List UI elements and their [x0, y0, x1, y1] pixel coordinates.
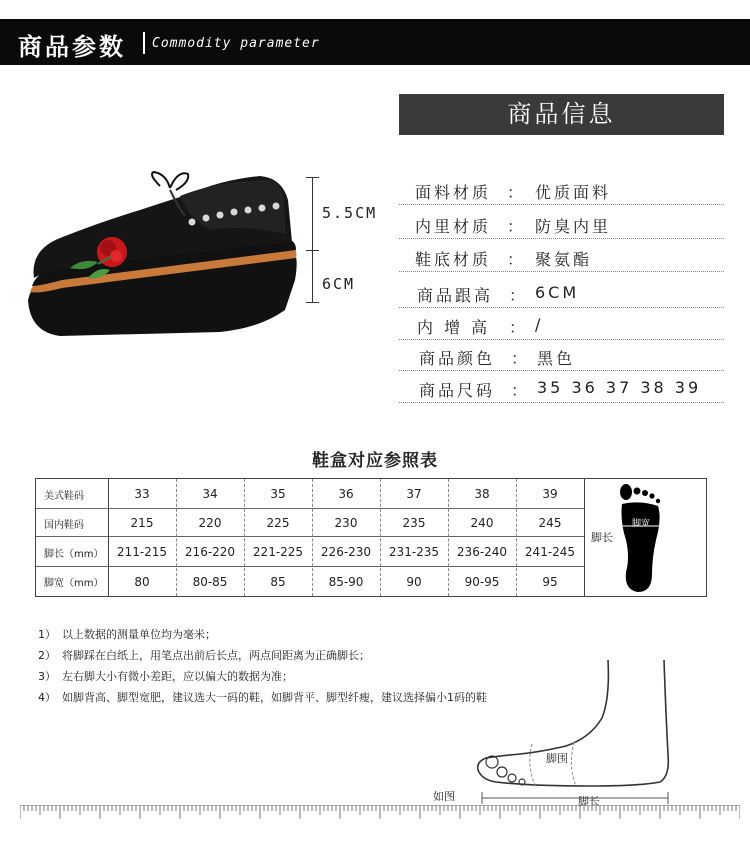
size-table-title: 鞋盒对应参照表 — [312, 451, 438, 471]
note-1: 1） 以上数据的测量单位均为毫米； — [38, 628, 216, 641]
as-shown-label: 如图 — [433, 790, 455, 803]
info-label: 面料材质 — [415, 183, 492, 202]
table-cell: 85 — [270, 574, 286, 589]
info-value: 防臭内里 — [535, 217, 612, 236]
info-label: 内里材质 — [415, 217, 492, 236]
note-3: 3） 左右脚大小有微小差距，应以偏大的数据为准； — [38, 670, 293, 683]
table-cell: 230 — [334, 516, 358, 530]
foot-width-label: 脚宽 — [631, 518, 650, 529]
table-cell: 95 — [542, 574, 558, 589]
table-cell: 38 — [474, 487, 490, 501]
note-4: 4） 如脚背高、脚型宽肥，建议选大一码的鞋，如脚背平、脚型纤瘦，建议选择偏小1码的鞋 — [38, 691, 487, 704]
circumference-label: 脚围 — [546, 752, 568, 765]
table-cell: 220 — [198, 516, 222, 530]
dim-tick-bottom — [306, 302, 319, 303]
info-row-sole: 鞋底材质 ： 聚氨酯 — [399, 241, 724, 272]
info-row-size: 商品尺码 ： 35 36 37 38 39 — [399, 372, 724, 403]
info-value: 6CM — [535, 283, 580, 302]
table-row-header: 国内鞋码 — [44, 519, 84, 531]
table-row-header: 脚长（mm） — [44, 548, 104, 560]
shoe-image — [20, 160, 310, 340]
table-row-header: 脚宽（mm） — [44, 578, 104, 589]
info-label: 商品颜色 — [419, 349, 496, 368]
info-label: 商品跟高 — [417, 286, 494, 305]
dim-lower-label: 6CM — [322, 275, 356, 293]
table-cell: 90-95 — [464, 574, 500, 589]
table-cell: 221-225 — [252, 545, 304, 559]
info-value: / — [535, 315, 544, 334]
info-label: 鞋底材质 — [415, 250, 492, 269]
info-value-sizes: 35 36 37 38 39 — [537, 378, 702, 397]
table-cell: 37 — [406, 487, 422, 501]
table-cell: 236-240 — [456, 545, 508, 559]
table-cell: 215 — [130, 516, 154, 530]
table-cell: 33 — [134, 487, 150, 501]
dim-line-upper — [312, 177, 313, 250]
info-label: 内 增 高 — [417, 318, 491, 337]
table-cell: 241-245 — [524, 545, 576, 559]
dim-upper-label: 5.5CM — [322, 204, 378, 222]
info-value: 聚氨酯 — [535, 250, 593, 269]
table-cell: 35 — [270, 487, 286, 501]
info-row-fabric: 面料材质 ： 优质面料 — [399, 174, 724, 205]
table-cell: 240 — [470, 516, 494, 530]
info-row-heel: 商品跟高 ： 6CM — [399, 277, 724, 308]
foot-length-label: 脚长 — [591, 531, 613, 544]
info-value: 黑色 — [537, 349, 576, 368]
footprint-icon — [616, 482, 666, 594]
table-cell: 85-90 — [328, 574, 364, 589]
info-value: 优质面料 — [535, 183, 612, 202]
table-cell: 39 — [542, 487, 558, 501]
banner-divider — [143, 32, 145, 54]
table-cell: 36 — [338, 487, 354, 501]
table-cell: 231-235 — [388, 545, 440, 559]
info-heading: 商品信息 — [399, 94, 724, 135]
info-row-lining: 内里材质 ： 防臭内里 — [399, 208, 724, 239]
table-row-header: 美式鞋码 — [44, 490, 84, 502]
info-row-color: 商品颜色 ： 黑色 — [399, 340, 724, 371]
note-2: 2） 将脚踩在白纸上，用笔点出前后长点，两点间距离为正确脚长； — [38, 649, 370, 662]
table-cell: 245 — [538, 516, 562, 530]
banner-subtitle: Commodity parameter — [152, 36, 320, 51]
table-cell: 34 — [202, 487, 218, 501]
table-cell: 226-230 — [320, 545, 372, 559]
table-cell: 80 — [134, 574, 150, 589]
info-label: 商品尺码 — [419, 381, 496, 400]
table-cell: 90 — [406, 574, 422, 589]
length-label: 脚长 — [578, 795, 600, 808]
table-cell: 235 — [402, 516, 426, 530]
size-table — [35, 478, 707, 597]
dim-line-lower — [312, 250, 313, 302]
banner-title: 商品参数 — [18, 33, 126, 61]
ruler — [20, 805, 740, 821]
foot-side-diagram — [470, 658, 710, 808]
table-cell: 225 — [266, 516, 290, 530]
table-cell: 211-215 — [116, 545, 168, 559]
table-cell: 80-85 — [192, 574, 228, 589]
table-cell: 216-220 — [184, 545, 236, 559]
header-banner — [0, 19, 750, 65]
info-row-insole: 内 增 高 ： / — [399, 309, 724, 340]
